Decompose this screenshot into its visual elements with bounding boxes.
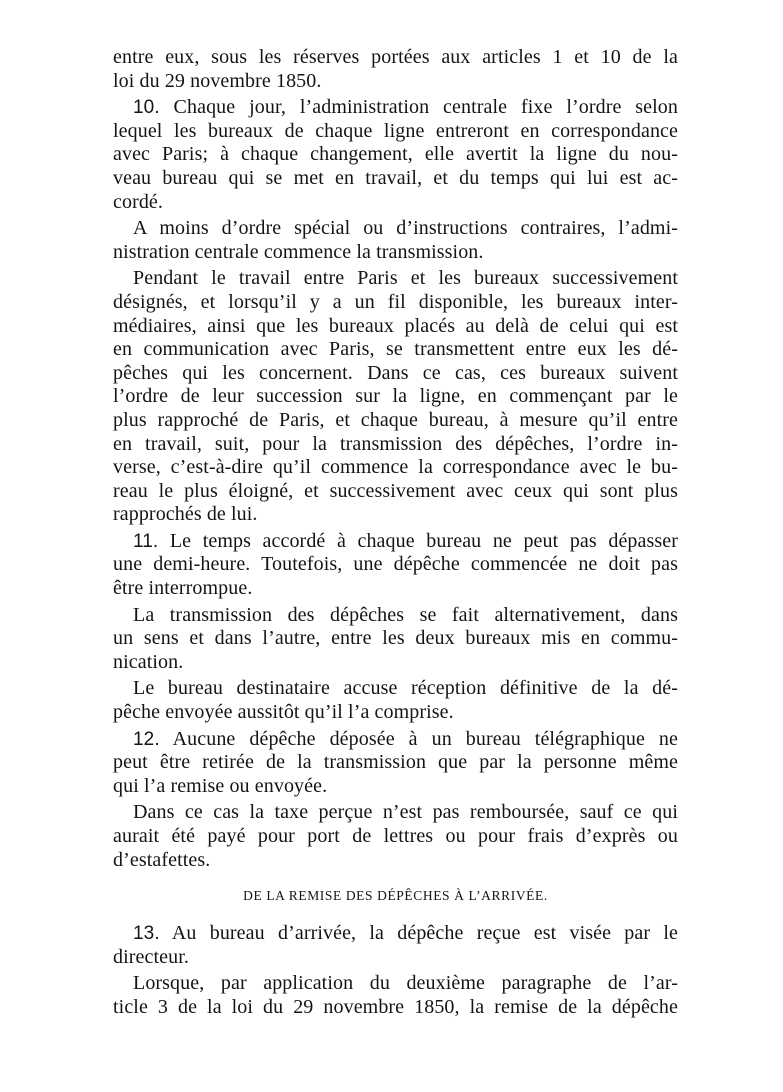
line-text: Au bureau d’arrivée, la dépêche reçue est visée par le [159, 922, 678, 945]
text-line: verse, c’est-à-dire qu’il commence la correspondance avec le bu- [113, 456, 678, 479]
text-line: cordé. [113, 190, 164, 213]
text-line [113, 728, 678, 752]
text-line: ticle 3 de la loi du 29 novembre 1850, la remise de la dépêche [113, 995, 678, 1018]
text-line: peut être retirée de la transmission que par la personne même [113, 751, 678, 774]
article-number: 11. [133, 530, 159, 552]
text-line: avec Paris; à chaque changement, elle avertit la ligne du nou- [113, 143, 678, 166]
text-line: aurait été payé pour port de lettres ou pour frais d’exprès ou [113, 825, 678, 847]
paragraph [113, 801, 678, 872]
text-line: La transmission des dépêches se fait alternativement, dans [133, 603, 678, 626]
text-line: Dans ce cas la taxe perçue n’est pas remboursée, sauf ce qui [133, 801, 678, 824]
article-number: 13. [133, 923, 160, 945]
paragraph [113, 728, 678, 799]
text-line: rapprochés de lui. [113, 503, 258, 526]
text-line: Pendant le travail entre Paris et les bureaux successivement [133, 267, 678, 290]
paragraph [113, 530, 678, 601]
article-number: 10. [133, 97, 160, 119]
text-line [113, 922, 678, 946]
text-line: Le bureau destinataire accuse réception définitive de la dé- [133, 677, 678, 700]
line-text: Chaque jour, l’administration centrale fixe l’ordre selon [159, 96, 678, 119]
text-line: un sens et dans l’autre, entre les deux bureaux mis en commu- [113, 627, 678, 650]
paragraph [113, 922, 678, 969]
paragraph [113, 604, 678, 675]
text-line: médiaires, ainsi que les bureaux placés au delà de celui qui est [113, 314, 678, 337]
text-line: qui l’a remise ou envoyée. [113, 774, 328, 797]
text-line: désignés, et lorsqu’il y a un fil disponible, les bureaux inter- [113, 290, 678, 313]
text-line [113, 530, 678, 554]
paragraph [113, 96, 678, 214]
text-line: lequel les bureaux de chaque ligne entreront en correspondance [113, 119, 678, 142]
text-line [113, 96, 678, 120]
text-line: en travail, suit, pour la transmission des dépêches, l’ordre in- [113, 432, 678, 455]
line-text: Le temps accordé à chaque bureau ne peut pas dépasser [158, 529, 678, 552]
text-block-before-heading [113, 46, 678, 872]
text-line: Lorsque, par application du deuxième paragraphe de l’ar- [133, 972, 678, 995]
text-line: pêche envoyée aussitôt qu’il l’a comprise. [113, 701, 454, 724]
text-line: directeur. [113, 945, 189, 968]
text-line: nistration centrale commence la transmission. [113, 240, 484, 263]
article-number: 12. [133, 728, 160, 750]
text-line: d’estafettes. [113, 848, 211, 871]
text-line: une demi-heure. Toutefois, une dépêche commencée ne doit pas [113, 553, 678, 576]
section-heading: DE LA REMISE DES DÉPÊCHES À L’ARRIVÉE. [243, 888, 548, 904]
text-line: nication. [113, 650, 184, 673]
text-line: plus rapproché de Paris, et chaque bureau, à mesure qu’il entre [113, 408, 678, 431]
line-text: Aucune dépêche déposée à un bureau télégraphique ne [159, 727, 678, 750]
paragraph [113, 46, 678, 93]
text-line: entre eux, sous les réserves portées aux articles 1 et 10 de la [113, 46, 678, 68]
text-line: l’ordre de leur succession sur la ligne, en commençant par le [113, 385, 678, 408]
text-block-after-heading [113, 922, 678, 1019]
text-line: A moins d’ordre spécial ou d’instructions contraires, l’admi- [133, 217, 678, 240]
text-line: loi du 29 novembre 1850. [113, 69, 322, 92]
text-line: veau bureau qui se met en travail, et du temps qui lui est ac- [113, 166, 678, 189]
paragraph [113, 677, 678, 724]
text-line: pêches qui les concernent. Dans ce cas, ces bureaux suivent [113, 361, 678, 384]
paragraph [113, 267, 678, 527]
text-line: être interrompue. [113, 577, 253, 600]
text-line: en communication avec Paris, se transmettent entre eux les dé- [113, 338, 678, 361]
paragraph [113, 217, 678, 264]
text-line: reau le plus éloigné, et successivement avec ceux qui sont plus [113, 479, 678, 502]
paragraph [113, 972, 678, 1019]
document-page [113, 46, 678, 1020]
